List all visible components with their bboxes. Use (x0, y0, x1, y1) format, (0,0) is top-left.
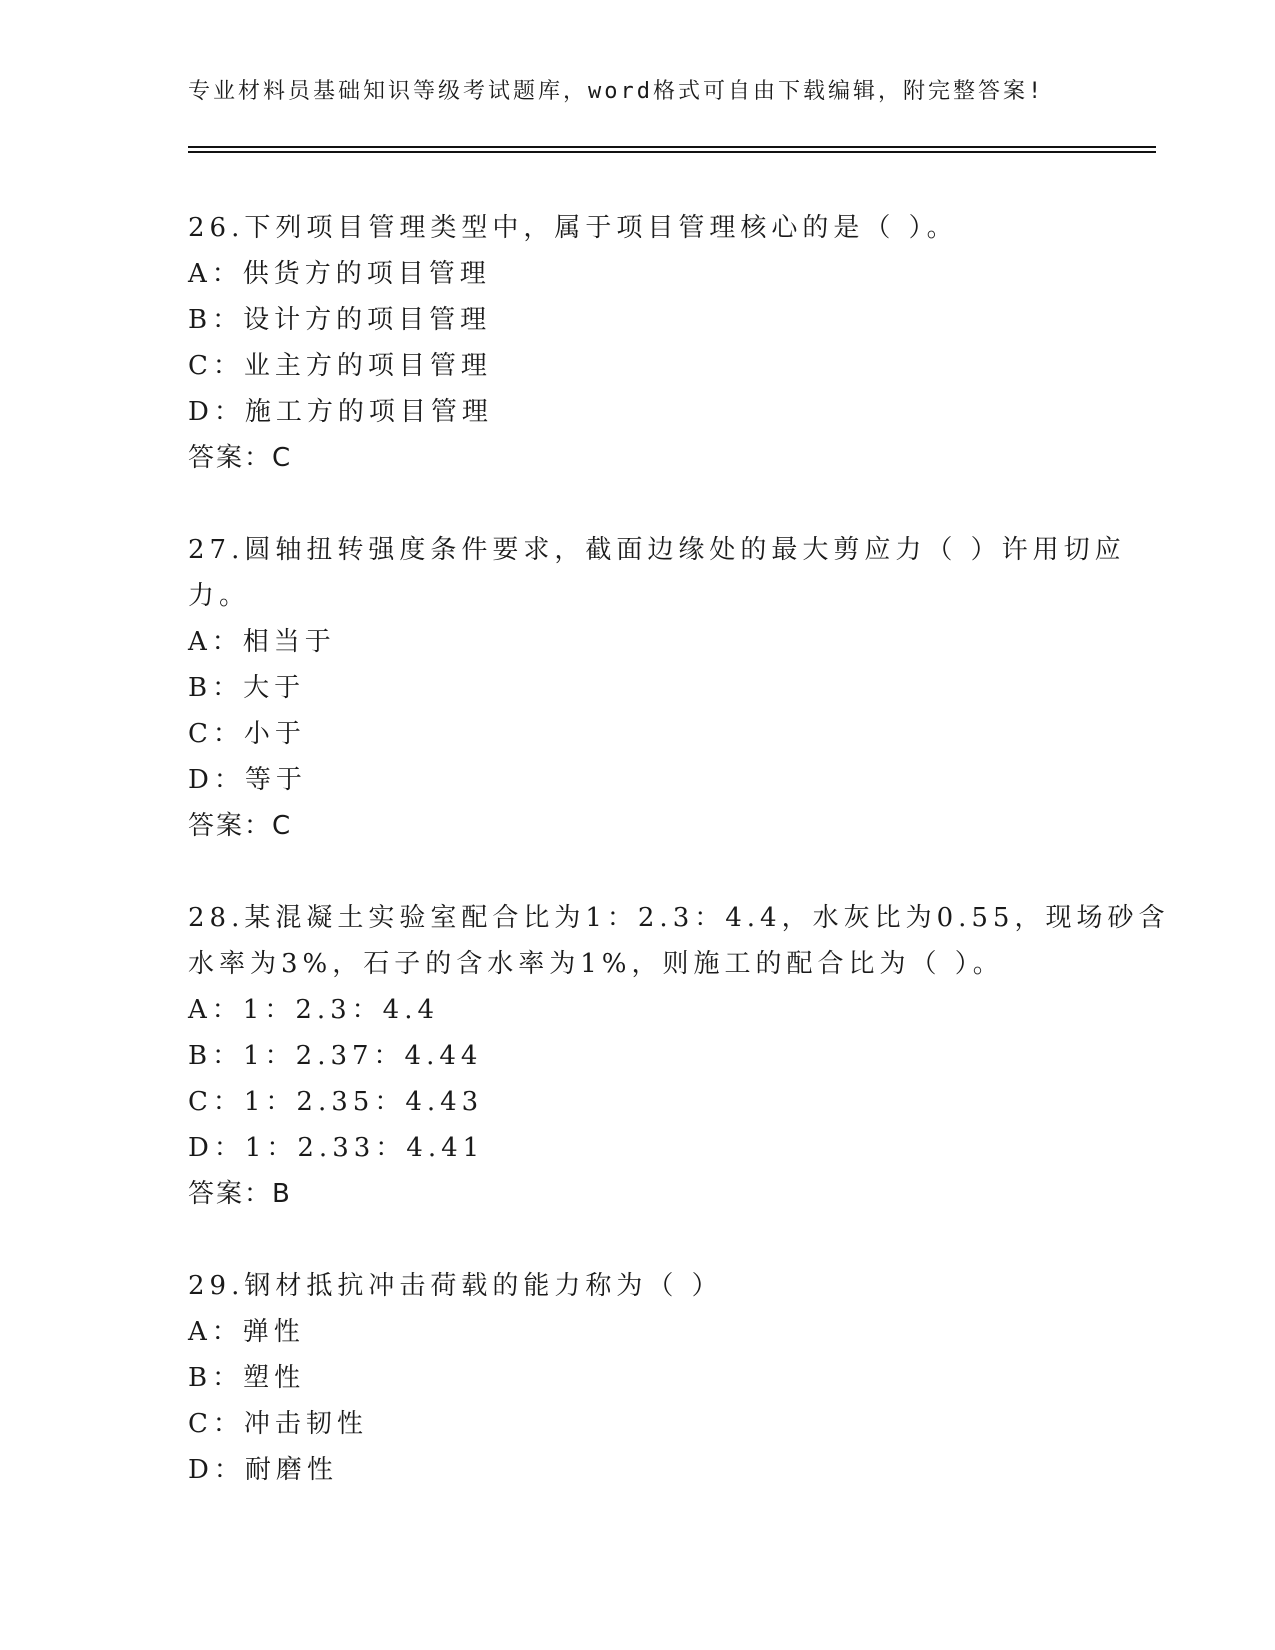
option-a: A：1：2.3：4.4 (188, 995, 440, 1025)
question-26 (188, 205, 1088, 481)
header-rule-top (188, 146, 1156, 148)
option-d: D：耐磨性 (188, 1455, 338, 1485)
question-28 (188, 895, 1170, 1217)
question-27 (188, 527, 1126, 849)
option-c: C：小于 (188, 719, 306, 749)
question-stem: 26.下列项目管理类型中，属于项目管理核心的是（ ）。 (188, 213, 958, 243)
option-b: B：大于 (188, 673, 306, 703)
option-d: D：1：2.33：4.41 (188, 1133, 485, 1163)
answer-line: 答案：C (188, 811, 293, 841)
question-stem: 27.圆轴扭转强度条件要求，截面边缘处的最大剪应力（ ）许用切应 (188, 535, 1126, 565)
option-c: C：1：2.35：4.43 (188, 1087, 484, 1117)
option-a: A：供货方的项目管理 (188, 259, 491, 289)
header-rule-bottom (188, 151, 1156, 153)
option-c: C：冲击韧性 (188, 1409, 368, 1439)
page-header: 专业材料员基础知识等级考试题库，word格式可自由下载编辑，附完整答案! (188, 79, 1045, 104)
answer-line: 答案：C (188, 443, 293, 473)
option-d: D：等于 (188, 765, 307, 795)
question-list (188, 205, 1170, 1539)
question-stem-continued: 水率为3%，石子的含水率为1%，则施工的配合比为（ ）。 (188, 949, 1004, 979)
question-stem: 28.某混凝土实验室配合比为1：2.3：4.4，水灰比为0.55，现场砂含 (188, 903, 1170, 933)
question-stem-continued: 力。 (188, 581, 251, 611)
question-stem: 29.钢材抵抗冲击荷载的能力称为（ ） (188, 1271, 723, 1301)
question-29 (188, 1263, 1088, 1493)
option-b: B：塑性 (188, 1363, 306, 1393)
option-d: D：施工方的项目管理 (188, 397, 493, 427)
option-b: B：1：2.37：4.44 (188, 1041, 483, 1071)
option-a: A：弹性 (188, 1317, 305, 1347)
option-c: C：业主方的项目管理 (188, 351, 492, 381)
option-a: A：相当于 (188, 627, 336, 657)
answer-line: 答案：B (188, 1179, 292, 1209)
option-b: B：设计方的项目管理 (188, 305, 492, 335)
